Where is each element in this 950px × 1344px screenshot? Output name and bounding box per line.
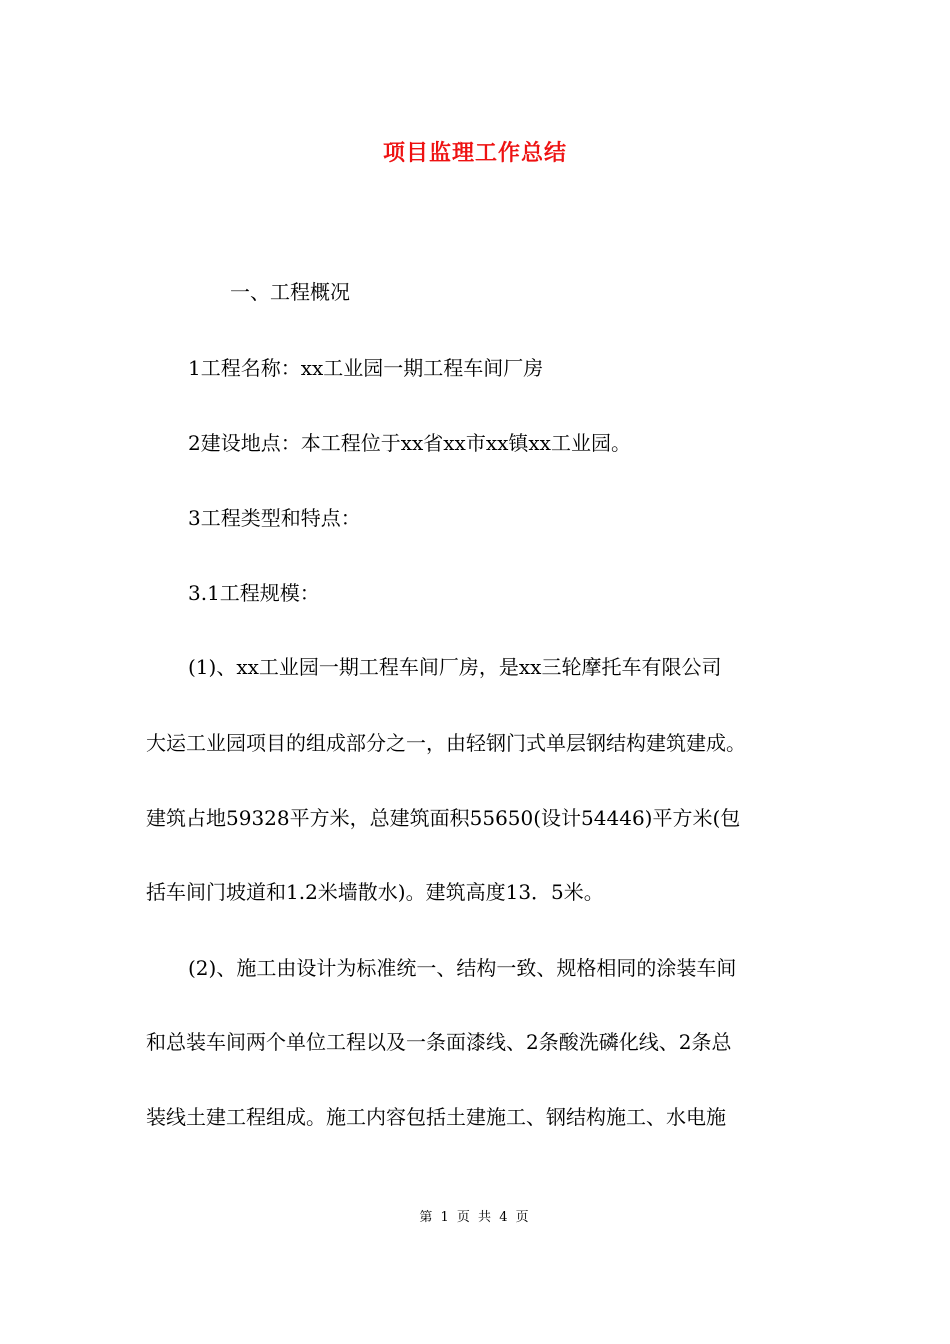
paragraph-item-2-line-3: 装线土建工程组成。施工内容包括土建施工、钢结构施工、水电施 [146,1105,726,1129]
page-number-footer: 第 1 页 共 4 页 [419,1210,531,1225]
paragraph-project-name: 1工程名称：xx工业园一期工程车间厂房 [188,356,544,380]
paragraph-item-2-line-2: 和总装车间两个单位工程以及一条面漆线、2条酸洗磷化线、2条总 [146,1030,732,1054]
paragraph-item-1-line-1: (1)、xx工业园一期工程车间厂房，是xx三轮摩托车有限公司 [188,655,722,679]
paragraph-item-1-line-4: 括车间门坡道和1.2米墙散水)。建筑高度13．5米。 [146,880,604,904]
section-heading-overview: 一、工程概况 [230,280,350,304]
paragraph-type-features: 3工程类型和特点： [188,506,361,530]
paragraph-item-1-line-2: 大运工业园项目的组成部分之一，由轻钢门式单层钢结构建筑建成。 [146,731,746,755]
paragraph-item-1-line-3: 建筑占地59328平方米，总建筑面积55650(设计54446)平方米(包 [146,806,741,830]
paragraph-location: 2建设地点：本工程位于xx省xx市xx镇xx工业园。 [188,431,631,455]
paragraph-scale-heading: 3.1工程规模： [188,581,320,605]
paragraph-item-2-line-1: (2)、施工由设计为标准统一、结构一致、规格相同的涂装车间 [188,956,737,980]
document-title: 项目监理工作总结 [382,141,567,166]
